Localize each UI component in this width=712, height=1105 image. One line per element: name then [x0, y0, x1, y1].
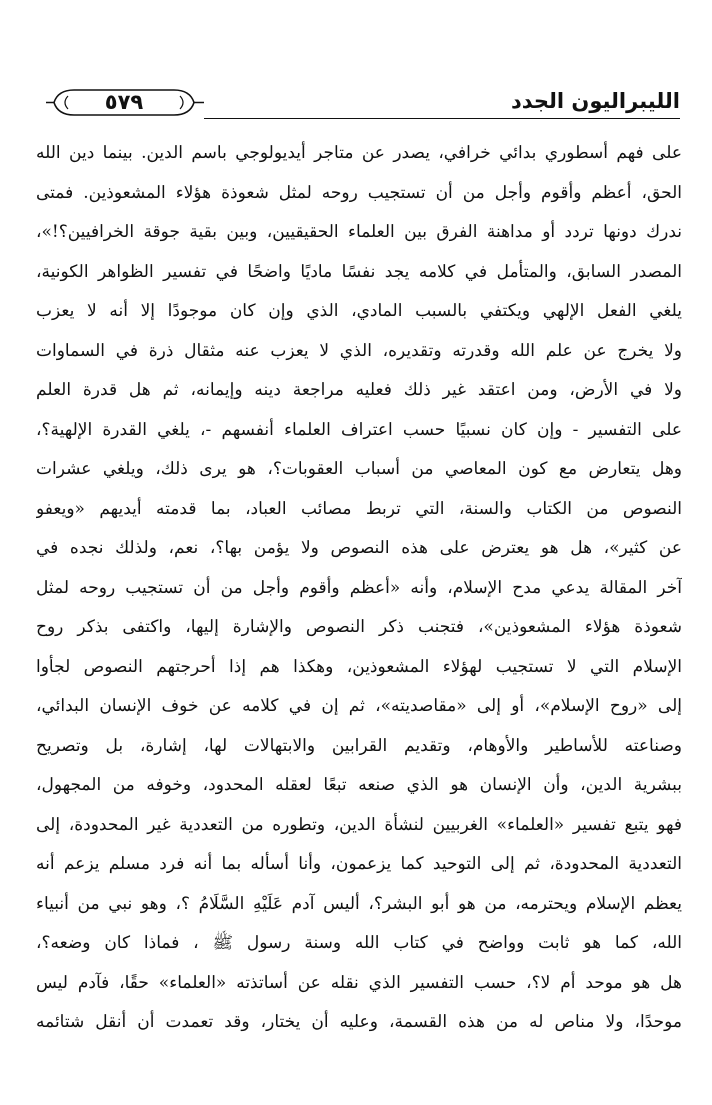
text-line: شعوذة هؤلاء المشعوذين»، فتجنب ذكر النصوص والإشارة إليها، واكتفى بذكر روح: [36, 617, 682, 637]
text-line: هل هو موحد أم لا؟، حسب التفسير الذي نقله عن أساتذته «العلماء» حقًا، فآدم ليس: [36, 972, 682, 993]
text-line: على التفسير - وإن كان نسبيًا حسب اعتراف العلماء أنفسهم -، يلغي القدرة الإلهية؟،: [36, 419, 682, 440]
text-line: وصناعته للأساطير والأوهام، وتقديم القرابين والابتهالات لها، إشارة، بل وتصريح: [36, 735, 682, 756]
text-line: التعددية المحدودة، ثم إلى التوحيد كما يزعمون، وأنا أسأله بما أنه فرد مسلم يزعم أنه: [36, 854, 682, 874]
running-title: الليبراليون الجدد: [510, 89, 680, 113]
text-line: آخر المقالة يدعي مدح الإسلام، وأنه «أعظم وأقوم وأجل من أن تستجيب روحه لمثل: [36, 577, 682, 598]
text-line: فهو يتبع تفسير «العلماء» الغربيين لنشأة الدين، وتطوره من التعددية غير المحدودة، إلى: [36, 814, 682, 835]
text-line: وهل يتعارض مع كون المعاصي من أسباب العقوبات؟، هو يرى ذلك، ويلغي عشرات: [36, 459, 682, 479]
page-number-frame: [44, 84, 204, 122]
page-header: [44, 84, 680, 124]
text-line: يلغي الفعل الإلهي ويكتفي بالسبب المادي، الذي وإن كان موجودًا إلا أنه لا يعزب: [36, 301, 682, 321]
text-line: الحق، أعظم وأقوم وأجل من أن تستجيب روحه لمثل شعوذة هؤلاء المشعوذين. فمتى: [36, 182, 682, 203]
text-line: المصدر السابق، والمتأمل في كلامه يجد نفسًا ماديًا واضحًا في تفسير الظواهر الكونية،: [36, 261, 682, 282]
text-line: ولا في الأرض، ومن اعتقد غير ذلك فعليه مراجعة دينه وإيمانه، ثم هل قدرة العلم: [36, 380, 682, 400]
text-line: ببشرية الدين، وأن الإنسان هو الذي صنعه تبعًا لعقله المحدود، وخوفه من المجهول،: [36, 775, 682, 795]
header-rule: [204, 118, 680, 119]
page-number: ٥٧٩: [104, 90, 144, 114]
text-line: موحدًا، ولا مناص له من هذه القسمة، وعليه أن يختار، وقد تعمدت أن أنقل شتائمه: [36, 1012, 682, 1032]
text-line: ندرك دونها تردد أو مداهنة الفرق بين العلماء الحقيقيين، وبين بقية جوقة الخرافيين؟!»،: [36, 222, 682, 242]
text-line: الإسلام التي لا تستجيب لهؤلاء المشعوذين، وهكذا هم إذا أحرجتهم النصوص لجأوا: [36, 656, 682, 677]
text-line: الله، كما هو ثابت وواضح في كتاب الله وسنة رسول ﷺ ، فماذا كان وضعه؟،: [36, 933, 682, 953]
text-line: يعظم الإسلام ويحترمه، من هو أبو البشر؟، أليس آدم عَلَيْهِ السَّلَامُ ؟، وهو نبي من أنبياء: [36, 893, 682, 914]
text-line: ولا يخرج عن علم الله وقدرته وتقديره، الذي لا يعزب عنه مثقال ذرة في السماوات: [36, 340, 682, 361]
text-line: على فهم أسطوري بدائي خرافي، يصدر عن متاجر أيديولوجي باسم الدين. بينما دين الله: [36, 143, 682, 163]
body-text: [36, 134, 682, 1043]
text-line: النصوص من الكتاب والسنة، التي تربط مصائب العباد، بما قدمته أيديهم «ويعفو: [36, 498, 682, 519]
text-line: إلى «روح الإسلام»، أو إلى «مقاصديته»، ثم إن في كلامه عن خوف الإنسان البدائي،: [36, 696, 682, 716]
text-line: عن كثير»، هل هو يعترض على هذه النصوص ولا يؤمن بها؟، نعم، ولذلك نجده في: [36, 538, 682, 558]
